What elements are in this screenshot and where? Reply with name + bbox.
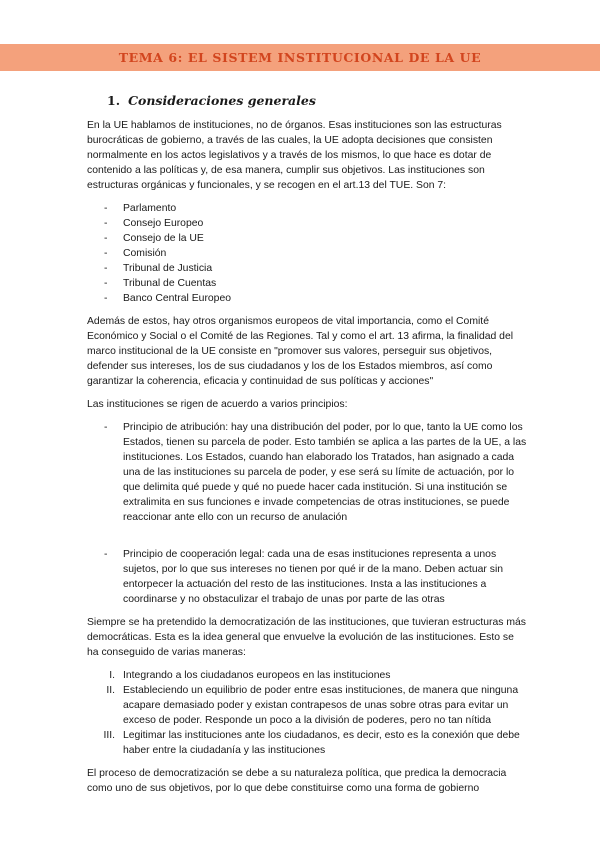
list-item: - Consejo de la UE [87, 231, 527, 246]
paragraph-democratization: Siempre se ha pretendido la democratización de las instituciones, que tuvieran estructuras más democráticas. Esta es la idea general que envuelve la evolución de las instituciones. Esto se ha conseguido de varias maneras: [87, 617, 526, 658]
roman-numeral: II. [106, 685, 115, 696]
paragraph-principles-intro: Las instituciones se rigen de acuerdo a varios principios: [87, 399, 348, 410]
roman-numeral: III. [103, 730, 115, 741]
document-body [87, 93, 527, 804]
list-item: - Banco Central Europeo [87, 291, 527, 306]
list-item: - Parlamento [87, 201, 527, 216]
list-item [87, 728, 527, 758]
section-title: Consideraciones generales [128, 93, 316, 108]
list-item: - Comisión [87, 246, 527, 261]
paragraph-other-bodies: Además de estos, hay otros organismos europeos de vital importancia, como el Comité Económico y Social o el Comité de las Regiones. Tal y como el art. 13 afirma, la finalidad del marco institucional de la UE consiste en "promover sus valores, perseguir sus objetivos, defender sus intereses, los de sus ciudadanos y los de los Estados miembros, así como garantizar la coherencia, eficacia y continuidad de sus políticas y acciones" [87, 316, 514, 387]
institutions-list [87, 201, 527, 306]
list-item-text: Legitimar las instituciones ante los ciudadanos, es decir, esto es la conexión que debe haber entre la ciudadanía y las instituciones [123, 730, 520, 756]
section-number: 1. [107, 93, 121, 108]
page-title: TEMA 6: EL SISTEM INSTITUCIONAL DE LA UE [118, 50, 482, 65]
list-item: - Tribunal de Cuentas [87, 276, 527, 291]
principles-list [87, 420, 527, 607]
paragraph-closing: El proceso de democratización se debe a su naturaleza política, que predica la democracia como uno de sus objetivos, por lo que debe constituirse como una forma de gobierno [87, 768, 507, 794]
title-banner [0, 44, 600, 71]
paragraph-intro: En la UE hablamos de instituciones, no de órganos. Esas instituciones son las estructuras burocráticas de gobierno, a través de las cuales, la UE adopta decisiones que consisten normalmente en los actos legislativos y a través de los mismos, lo que hace es dotar de contenido a las políticas y, de esa manera, cumplir sus objetivos. Las instituciones son estructuras orgánicas y funcionales, y se recogen en el art.13 del TUE. Son 7: [87, 120, 502, 191]
list-item [87, 668, 527, 683]
roman-numeral: I. [109, 670, 115, 681]
principle-item: - Principio de cooperación legal: cada una de esas instituciones representa a unos sujetos, por lo que sus intereses no tienen por qué ir de la mano. Deben actuar sin entorpecer la actuación del resto de las instituciones. Insta a las instituciones a coordinarse y no obstaculizar el trabajo de unas por parte de las otras [87, 547, 527, 607]
ways-list [87, 668, 527, 758]
section-heading [107, 93, 527, 108]
list-item-text: Integrando a los ciudadanos europeos en las instituciones [123, 670, 391, 681]
list-item [87, 683, 527, 728]
principle-item: - Principio de atribución: hay una distribución del poder, por lo que, tanto la UE como los Estados, tienen su parcela de poder. Esto también se aplica a las partes de la UE, a las instituciones. Los Estados, cuando han elaborado los Tratados, han asignado a cada una de las instituciones su parcela de poder, y ese será su límite de actuación, por lo que delimita qué puede y qué no puede hacer cada institución. Si una institución se extralimita en sus funciones e invade competencias de otras instituciones, se puede reaccionar ante ello con un recurso de anulación [87, 420, 527, 525]
list-item-text: Estableciendo un equilibrio de poder entre esas instituciones, de manera que ninguna acapare demasiado poder y existan contrapesos de unas sobre otras para evitar un exceso de poder. Responde un poco a la división de poderes, pero no tan nítida [123, 685, 519, 726]
list-item: - Tribunal de Justicia [87, 261, 527, 276]
list-item: - Consejo Europeo [87, 216, 527, 231]
